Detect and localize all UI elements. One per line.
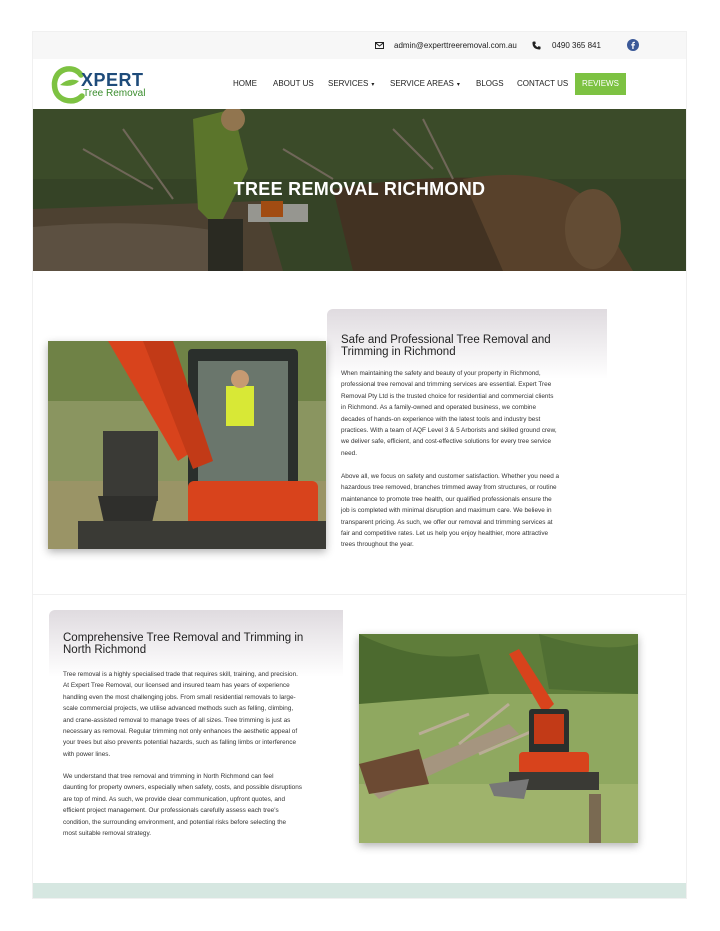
section2-title-line1: Comprehensive Tree Removal and Trimming in xyxy=(63,632,304,644)
nav-services-label: SERVICES xyxy=(328,79,369,88)
section2-title xyxy=(63,632,303,656)
text-line: When maintaining the safety and beauty of your property in Richmond, xyxy=(341,370,541,377)
envelope-icon xyxy=(375,42,384,49)
section-divider xyxy=(33,594,686,595)
logo-wordmark: XPERT xyxy=(81,70,144,90)
text-line: necessary as removal. Regular trimming not only enhances the aesthetic appeal of xyxy=(63,728,298,736)
text-line: transparent pricing. As such, we offer our removal and trimming services at xyxy=(341,518,553,526)
hero-banner xyxy=(33,109,686,271)
text-line: hazardous tree removed, branches trimmed away from structures, or routine xyxy=(341,484,557,492)
facebook-icon xyxy=(627,39,639,51)
excavator-photo xyxy=(48,341,326,549)
chevron-down-icon: ▾ xyxy=(456,82,460,88)
felled-tree-photo xyxy=(359,634,638,843)
nav-service-areas[interactable] xyxy=(390,79,460,88)
logo-subtitle: Tree Removal xyxy=(83,88,146,99)
text-line: maintenance to promote tree health, our qualified professionals ensure the xyxy=(341,495,552,503)
text-line: most suitable removal strategy. xyxy=(63,830,151,838)
nav-about[interactable]: ABOUT US xyxy=(273,79,314,88)
text-line: professional tree removal and trimming services are essential. Expert Tree xyxy=(341,381,552,389)
chevron-down-icon: ▾ xyxy=(371,82,375,88)
top-bar xyxy=(33,32,686,59)
text-line: Above all, we focus on safety and customer satisfaction. Whether you need a xyxy=(341,473,560,480)
hero-title: TREE REMOVAL RICHMOND xyxy=(233,179,486,199)
section2-paragraph2 xyxy=(63,771,302,839)
section1-image xyxy=(48,341,326,549)
text-line: Tree removal is a highly specialised trade that requires skill, training, and precision. xyxy=(63,671,298,678)
text-line: condition, the surrounding environment, and potential risks before selecting the xyxy=(63,818,287,826)
text-line: are top of mind. As such, we provide clear communication, upfront quotes, and xyxy=(63,795,286,803)
section1-title-line1: Safe and Professional Tree Removal and xyxy=(341,334,551,346)
text-line: with power lines. xyxy=(63,750,111,758)
text-line: At Expert Tree Removal, our licensed and insured team has years of experience xyxy=(63,682,290,690)
section1-title-line2: Trimming in Richmond xyxy=(341,346,456,358)
text-line: in Richmond. As a family-owned and operated business, we combine xyxy=(341,404,537,412)
text-line: job is completed with minimal disruption and maximum care. We believe in xyxy=(341,507,552,515)
site-header xyxy=(33,59,686,109)
text-line: need. xyxy=(341,449,357,457)
nav-service-areas-label: SERVICE AREAS xyxy=(390,79,454,88)
text-line: handling even the most challenging jobs. From small residential removals to large- xyxy=(63,693,296,701)
text-line: we deliver safe, efficient, and cost-effective solutions for every tree service xyxy=(341,438,552,446)
nav-contact[interactable]: CONTACT US xyxy=(517,79,569,88)
text-line: and crane-assisted removal to manage trees of all sizes. Tree trimming is just as xyxy=(63,716,291,724)
text-line: practices. With a team of AQF Level 3 & 5 Arborists and skilled ground crew, xyxy=(341,427,557,435)
text-line: daunting for property owners, especially when safety, costs, and possible disruptions xyxy=(63,784,302,792)
text-line: fair and competitive rates. Let us help you enjoy healthier, more attractive xyxy=(341,530,549,538)
nav-home[interactable]: HOME xyxy=(233,79,257,88)
section2-paragraph1 xyxy=(63,669,298,760)
phone-icon xyxy=(532,41,541,50)
page xyxy=(33,32,686,898)
text-line: decades of hands-on experience with the latest tools and industry best xyxy=(341,415,541,423)
text-line: We understand that tree removal and trimming in North Richmond can feel xyxy=(63,773,274,780)
phone-contact[interactable] xyxy=(532,41,601,50)
footer-strip xyxy=(33,883,686,898)
phone-link[interactable]: 0490 365 841 xyxy=(552,41,601,50)
email-link[interactable]: admin@experttreeremoval.com.au xyxy=(394,41,517,50)
section2-title-line2: North Richmond xyxy=(63,644,147,656)
text-line: efficient project management. Our professionals carefully assess each tree's xyxy=(63,807,279,815)
nav-blogs[interactable]: BLOGS xyxy=(476,79,504,88)
text-line: Removal Pty Ltd is the trusted choice for residential and commercial clients xyxy=(341,392,554,400)
reviews-button[interactable]: REVIEWS xyxy=(575,73,626,95)
text-line: your trees but also prevents potential hazards, such as falling limbs or interference xyxy=(63,739,297,747)
nav-services[interactable] xyxy=(328,79,374,88)
facebook-link[interactable] xyxy=(627,39,639,51)
text-line: trees throughout the year. xyxy=(341,541,414,549)
section2-image xyxy=(359,634,638,843)
text-line: scale commercial projects, we utilise advanced methods such as felling, climbing, xyxy=(63,705,294,713)
section1-paragraph1 xyxy=(341,368,557,459)
section1-paragraph2 xyxy=(341,471,559,551)
email-contact[interactable] xyxy=(375,41,517,50)
section1-title xyxy=(341,334,551,358)
